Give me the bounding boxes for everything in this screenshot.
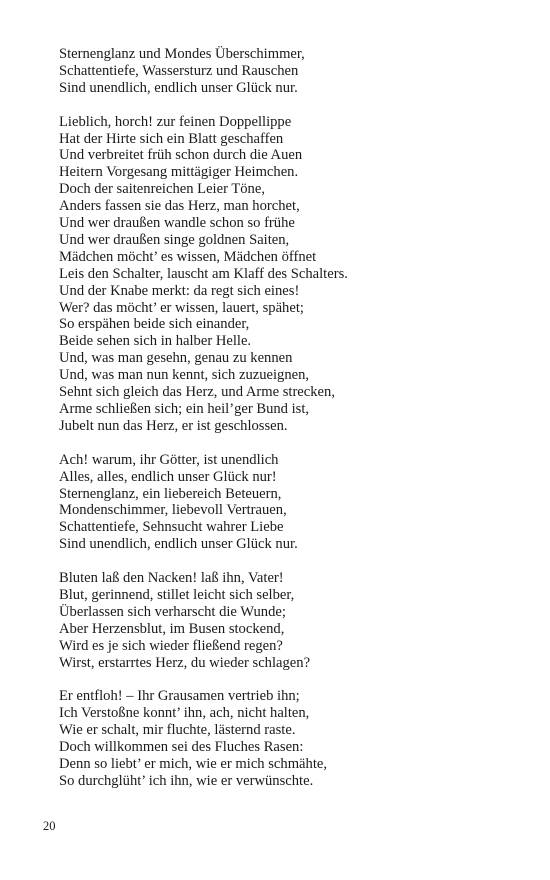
poem-line: Schattentiefe, Wassersturz und Rauschen [59, 62, 299, 79]
poem-line: Sind unendlich, endlich unser Glück nur. [59, 536, 298, 553]
poem-line: Beide sehen sich in halber Helle. [59, 333, 252, 350]
poem-line: Sternenglanz, ein liebereich Beteuern, [59, 485, 282, 502]
poem-line: Bluten laß den Nacken! laß ihn, Vater! [59, 570, 284, 587]
poem-line: Mondenschimmer, liebevoll Vertrauen, [59, 502, 287, 519]
poem-line: Wie er schalt, mir fluchte, lästernd raste. [59, 722, 296, 739]
poem-line: Arme schließen sich; ein heil’ger Bund ist, [59, 401, 310, 418]
stanza-1 [59, 46, 519, 97]
poem-line: Und, was man gesehn, genau zu kennen [59, 350, 293, 367]
poem-line: Sternenglanz und Mondes Überschimmer, [59, 46, 305, 62]
stanza-2 [59, 114, 519, 435]
poem-line: Doch der saitenreichen Leier Töne, [59, 181, 265, 198]
poem-line: Aber Herzensblut, im Busen stockend, [59, 620, 285, 637]
poem-line: Mädchen möcht’ es wissen, Mädchen öffnet [59, 248, 317, 265]
poem-line: Alles, alles, endlich unser Glück nur! [59, 468, 277, 485]
poem-line: Heitern Vorgesang mittägiger Heimchen. [59, 164, 299, 181]
poem-line: Und wer draußen wandle schon so frühe [59, 215, 295, 232]
poem-line: Anders fassen sie das Herz, man horchet, [59, 198, 300, 215]
poem-line: Leis den Schalter, lauscht am Klaff des Schalters. [59, 265, 348, 282]
poem-line: Und der Knabe merkt: da regt sich eines! [59, 282, 300, 299]
poem-line: Er entfloh! – Ihr Grausamen vertrieb ihn; [59, 688, 300, 705]
poem-line: Blut, gerinnend, stillet leicht sich selber, [59, 586, 295, 603]
stanza-3 [59, 452, 519, 553]
poem-line: Ach! warum, ihr Götter, ist unendlich [59, 451, 279, 468]
poem-line: Sehnt sich gleich das Herz, und Arme strecken, [59, 384, 335, 401]
poem-line: Und verbreitet früh schon durch die Auen [59, 147, 303, 164]
poem-line: Denn so liebt’ er mich, wie er mich schmähte, [59, 756, 328, 772]
poem-text [59, 46, 519, 790]
poem-line: Und wer draußen singe goldnen Saiten, [59, 231, 290, 248]
poem-line: Wird es je sich wieder fließend regen? [59, 637, 283, 654]
poem-line: Doch willkommen sei des Fluches Rasen: [59, 739, 304, 756]
poem-line: Wirst, erstarrtes Herz, du wieder schlagen? [59, 654, 311, 671]
poem-line: Lieblich, horch! zur feinen Doppellippe [59, 113, 292, 130]
poem-line: Ich Verstoßne konnt’ ihn, ach, nicht halten, [59, 705, 310, 722]
poem-line: Jubelt nun das Herz, er ist geschlossen. [59, 417, 288, 434]
poem-line: Und, was man nun kennt, sich zuzueignen, [59, 367, 310, 384]
stanza-4 [59, 570, 519, 671]
page-number: 20 [43, 819, 56, 833]
poem-line: Hat der Hirte sich ein Blatt geschaffen [59, 130, 284, 147]
poem-line: Schattentiefe, Sehnsucht wahrer Liebe [59, 519, 284, 536]
poem-line: So erspähen beide sich einander, [59, 316, 250, 333]
poem-line: So durchglüht’ ich ihn, wie er verwünschte. [59, 772, 314, 789]
stanza-5 [59, 688, 519, 789]
poem-line: Überlassen sich verharscht die Wunde; [59, 603, 286, 620]
poem-line: Sind unendlich, endlich unser Glück nur. [59, 79, 298, 96]
poem-line: Wer? das möcht’ er wissen, lauert, spähet; [59, 299, 304, 316]
